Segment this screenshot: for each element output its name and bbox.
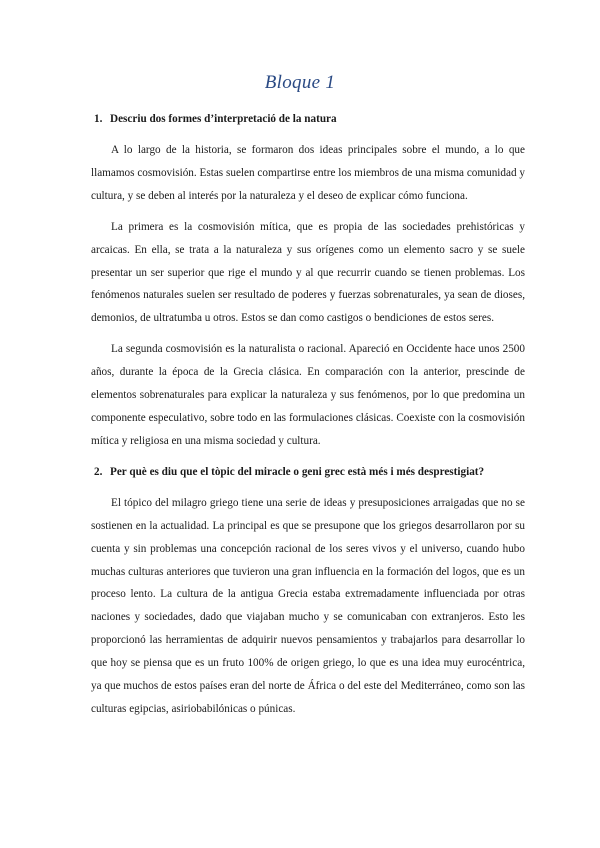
paragraph-1-1 [91,139,525,208]
paragraph-2-1 [91,492,525,721]
section-number-2: 2. [94,465,103,478]
paragraph-1-3 [91,338,525,453]
paragraph-1-2 [91,216,525,331]
paragraph-text: La segunda cosmovisión es la naturalista o racional. Apareció en Occidente hace unos 2500 años, durante la época de la Grecia clásica. En comparación con la anterior, prescinde de elementos sobrenaturales para explicar la naturaleza y sus fenómenos, por lo que predomina un componente especulativo, sobre todo en las formulaciones clásicas. Coexiste con la cosmovisión mítica y religiosa en una misma sociedad y cultura. [91,343,525,447]
document-body [91,108,525,729]
section-heading-2 [94,461,525,483]
paragraph-text: El tópico del milagro griego tiene una serie de ideas y presuposiciones arraigadas que no se sostienen en la actualidad. La principal es que se presupone que los griegos desarrollaron por su cuenta y sin problemas una concepción racional de los seres vivos y el universo, cuando hubo muchas culturas anteriores que tuvieron una gran influencia en la formación del logos, que es un proceso lento. La cultura de la antigua Grecia estaba extremadamente influenciada por otras naciones y sociedades, dado que viajaban mucho y se comunicaban con extranjeros. Esto les proporcionó las herramientas de adquirir nuevos pensamientos y trabajarlos para desarrollar lo que hoy se piensa que es un fruto 100% de origen griego, lo que es una idea muy eurocéntrica, ya que muchos de estos países eran del norte de África o del este del Mediterráneo, como son las culturas egipcias, asiriobabilónicas o púnicas. [91,496,525,715]
section-heading-text-1: Descriu dos formes d’interpretació de la natura [110,113,337,125]
paragraph-text: La primera es la cosmovisión mítica, que es propia de las sociedades prehistóricas y arcaicas. En ella, se trata a la naturaleza y sus orígenes como un elemento sacro y se suele presentar un ser superior que rige el mundo y al que recurrir cuando se tienen problemas. Los fenómenos naturales suelen ser resultado de poderes y fuerzas sobrenaturales, ya sean de dioses, demonios, de ultratumba u otros. Estos se dan como castigos o bendiciones de estos seres. [91,220,525,325]
section-heading-1 [94,108,525,130]
section-heading-text-2: Per què es diu que el tòpic del miracle o geni grec està més i més desprestigiat? [110,465,485,478]
section-number-1: 1. [94,113,103,125]
paragraph-text: A lo largo de la historia, se formaron dos ideas principales sobre el mundo, a lo que llamamos cosmovisión. Estas suelen compartirse entre los miembros de una misma comunidad y cultura, y se deben al interés por la naturaleza y el deseo de explicar cómo funciona. [91,144,525,202]
page-title: Bloque 1 [264,72,336,93]
